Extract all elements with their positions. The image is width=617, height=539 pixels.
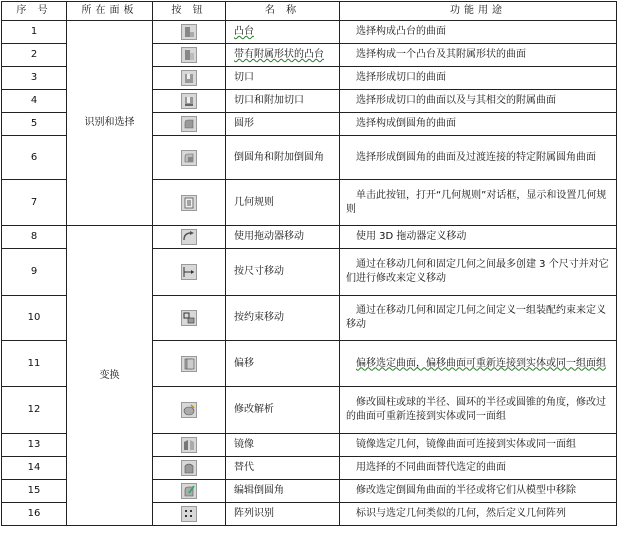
header-seq: 序 号	[2, 2, 67, 21]
row-name: 镜像	[226, 434, 340, 457]
header-name: 名 称	[226, 2, 340, 21]
header-button: 按 钮	[153, 2, 226, 21]
modify-analytic-icon[interactable]	[181, 402, 197, 418]
row-desc: 使用 3D 拖动器定义移动	[340, 226, 617, 249]
row-number: 5	[2, 113, 67, 136]
row-desc: 选择形成切口的曲面以及与其相交的附属曲面	[340, 90, 617, 113]
row-name: 倒圆角和附加倒圆角	[226, 136, 340, 180]
row-desc: 选择构成凸台的曲面	[340, 21, 617, 44]
dimension-move-icon[interactable]	[181, 264, 197, 280]
geometry-rules-icon[interactable]	[181, 195, 197, 211]
row-name: 偏移	[226, 341, 340, 387]
row-number: 8	[2, 226, 67, 249]
row-name: 凸台	[226, 21, 340, 44]
row-number: 13	[2, 434, 67, 457]
row-desc: 选择形成倒圆角的曲面及过渡连接的特定附属圆角曲面	[340, 136, 617, 180]
panel-group-identify: 识别和选择	[67, 21, 153, 226]
round-attached-icon[interactable]	[181, 150, 197, 166]
edit-round-icon[interactable]	[181, 483, 197, 499]
cut-attached-icon[interactable]	[181, 93, 197, 109]
row-number: 14	[2, 457, 67, 480]
table-header-row	[2, 2, 617, 21]
row-number: 11	[2, 341, 67, 387]
boss-icon[interactable]	[181, 24, 197, 40]
row-desc: 通过在移动几何和固定几何之间最多创建 3 个尺寸并对它们进行修改来定义移动	[340, 249, 617, 296]
row-name: 切口和附加切口	[226, 90, 340, 113]
row-number: 1	[2, 21, 67, 44]
function-table	[1, 1, 617, 526]
row-number: 12	[2, 387, 67, 434]
row-name: 编辑倒圆角	[226, 480, 340, 503]
header-use: 功能用途	[340, 2, 617, 21]
row-number: 16	[2, 503, 67, 526]
row-desc: 镜像选定几何，镜像曲面可连接到实体或同一面组	[340, 434, 617, 457]
offset-icon[interactable]	[181, 356, 197, 372]
mirror-icon[interactable]	[181, 437, 197, 453]
row-desc: 标识与选定几何类似的几何，然后定义几何阵列	[340, 503, 617, 526]
row-name: 圆形	[226, 113, 340, 136]
row-desc: 偏移选定曲面，偏移曲面可重新连接到实体或同一组面组	[340, 341, 617, 387]
row-name: 按约束移动	[226, 296, 340, 341]
row-name: 修改解析	[226, 387, 340, 434]
cut-icon[interactable]	[181, 70, 197, 86]
table-row	[2, 21, 617, 44]
row-number: 15	[2, 480, 67, 503]
row-name: 带有附属形状的凸台	[226, 44, 340, 67]
row-number: 7	[2, 180, 67, 226]
row-desc: 选择构成一个凸台及其附属形状的曲面	[340, 44, 617, 67]
row-number: 4	[2, 90, 67, 113]
boss-attached-icon[interactable]	[181, 47, 197, 63]
table-row	[2, 226, 617, 249]
row-number: 9	[2, 249, 67, 296]
row-desc: 选择构成倒圆角的曲面	[340, 113, 617, 136]
row-desc: 单击此按钮，打开“几何规则”对话框，显示和设置几何规则	[340, 180, 617, 226]
row-desc: 通过在移动几何和固定几何之间定义一组装配约束来定义移动	[340, 296, 617, 341]
row-name: 按尺寸移动	[226, 249, 340, 296]
header-panel: 所在面板	[67, 2, 153, 21]
row-desc: 用选择的不同曲面替代选定的曲面	[340, 457, 617, 480]
row-number: 10	[2, 296, 67, 341]
row-desc: 修改选定倒圆角曲面的半径或将它们从模型中移除	[340, 480, 617, 503]
row-name: 阵列识别	[226, 503, 340, 526]
row-name: 几何规则	[226, 180, 340, 226]
dragger-move-icon[interactable]	[181, 229, 197, 245]
row-number: 3	[2, 67, 67, 90]
panel-group-transform: 变换	[67, 226, 153, 526]
constraint-move-icon[interactable]	[181, 310, 197, 326]
row-number: 2	[2, 44, 67, 67]
row-desc: 选择形成切口的曲面	[340, 67, 617, 90]
row-name: 使用拖动器移动	[226, 226, 340, 249]
row-desc: 修改圆柱或球的半径、圆环的半径或圆锥的角度，修改过的曲面可重新连接到实体或同一面组	[340, 387, 617, 434]
substitute-icon[interactable]	[181, 460, 197, 476]
row-number: 6	[2, 136, 67, 180]
round-icon[interactable]	[181, 116, 197, 132]
pattern-recognition-icon[interactable]	[181, 506, 197, 522]
row-name: 替代	[226, 457, 340, 480]
row-name: 切口	[226, 67, 340, 90]
